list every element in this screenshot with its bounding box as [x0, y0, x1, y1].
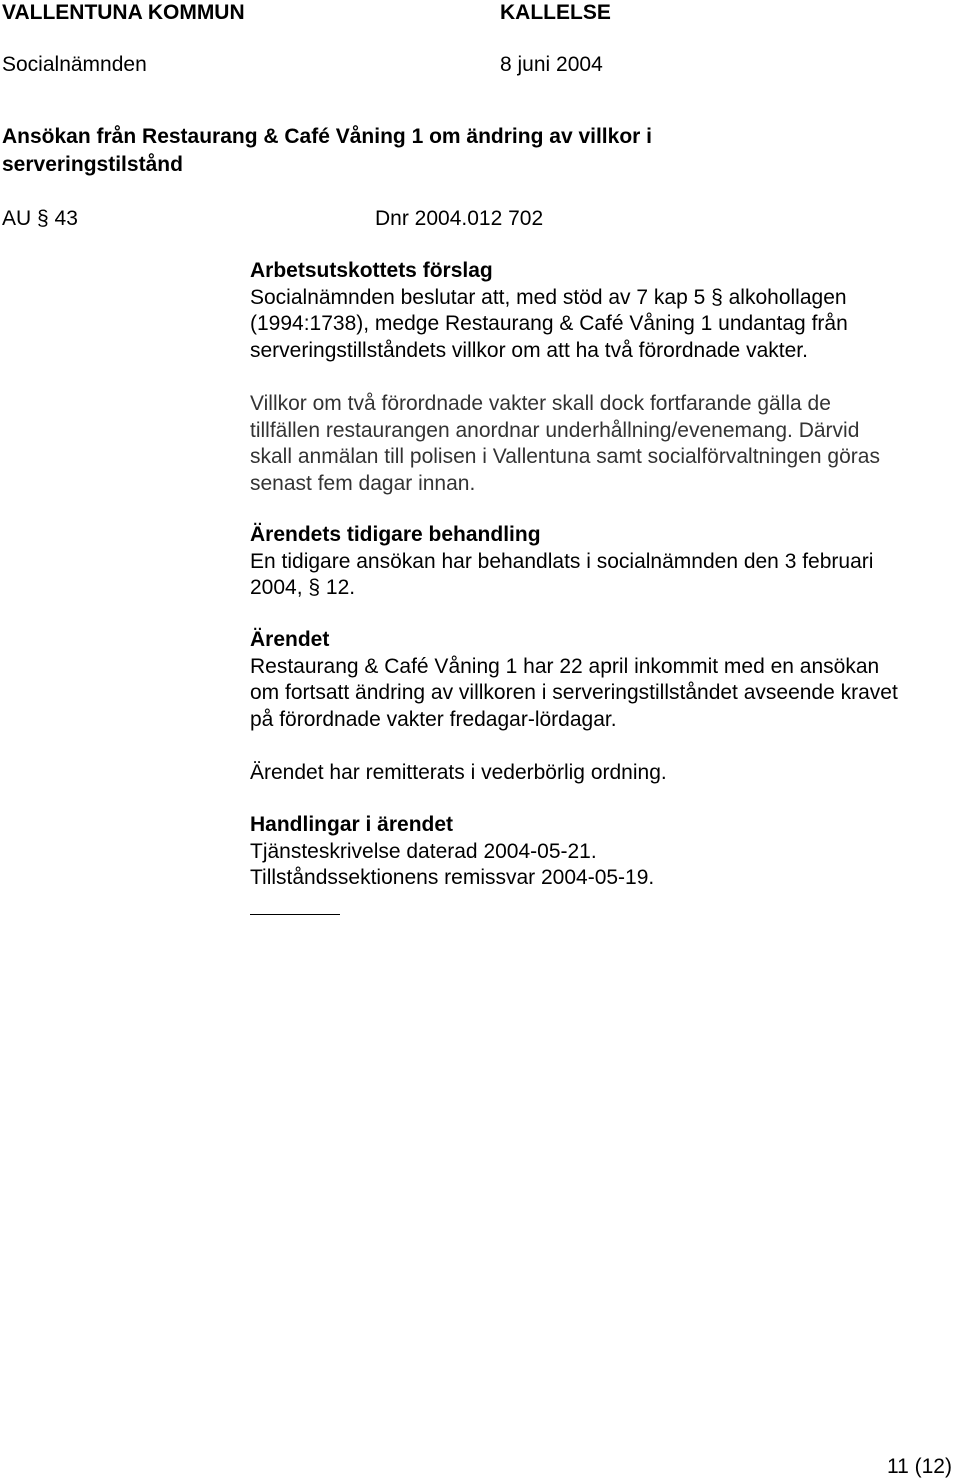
forslag-section — [250, 258, 956, 364]
remiss-text: Ärendet har remitterats i vederbörlig ordning. — [250, 761, 667, 784]
forslag-line: Socialnämnden beslutar att, med stöd av 7 kap 5 § alkohollagen — [250, 285, 847, 309]
arendet-line: Restaurang & Café Våning 1 har 22 april inkommit med en ansökan — [250, 654, 880, 678]
remiss-paragraph — [250, 760, 956, 787]
forslag-line: (1994:1738), medge Restaurang & Café Våning 1 undantag från — [250, 312, 848, 335]
committee-name: Socialnämnden — [2, 53, 147, 76]
diary-number: Dnr 2004.012 702 — [375, 207, 544, 230]
tidigare-line: En tidigare ansökan har behandlats i socialnämnden den 3 februari — [250, 549, 874, 573]
tidigare-line: 2004, § 12. — [250, 576, 356, 599]
handlingar-line: Tillståndssektionens remissvar 2004-05-19. — [250, 866, 655, 889]
page-number: 11 (12) — [887, 1455, 952, 1478]
tidigare-heading: Ärendets tidigare behandling — [250, 523, 541, 546]
document-title-line-2: serveringstilstånd — [2, 153, 183, 176]
handlingar-heading: Handlingar i ärendet — [250, 813, 454, 836]
au-paragraph: AU § 43 — [2, 207, 78, 230]
arendet-section — [250, 627, 956, 733]
forslag-heading: Arbetsutskottets förslag — [250, 259, 493, 282]
handlingar-section — [250, 812, 956, 892]
arendet-heading: Ärendet — [250, 628, 330, 651]
handlingar-line: Tjänsteskrivelse daterad 2004-05-21. — [250, 839, 597, 863]
document-title-line-1: Ansökan från Restaurang & Café Våning 1 om ändring av villkor i — [2, 125, 652, 148]
villkor-line: Villkor om två förordnade vakter skall dock fortfarande gälla de — [250, 392, 831, 415]
closing-rule — [250, 914, 340, 915]
tidigare-section — [250, 522, 956, 602]
arendet-line: på förordnade vakter fredagar-lördagar. — [250, 707, 617, 731]
villkor-paragraph — [250, 391, 956, 497]
villkor-line: senast fem dagar innan. — [250, 471, 476, 495]
arendet-line: om fortsatt ändring av villkoren i serveringstillståndet avseende kravet — [250, 681, 898, 704]
organization-name: VALLENTUNA KOMMUN — [2, 1, 245, 24]
villkor-line: tillfällen restaurangen anordnar underhållning/evenemang. Därvid — [250, 418, 860, 442]
villkor-line: skall anmälan till polisen i Vallentuna samt socialförvaltningen göras — [250, 445, 880, 468]
forslag-line: serveringstillståndets villkor om att ha två förordnade vakter. — [250, 338, 808, 362]
document-type: KALLELSE — [500, 1, 611, 24]
meeting-date: 8 juni 2004 — [500, 53, 603, 76]
